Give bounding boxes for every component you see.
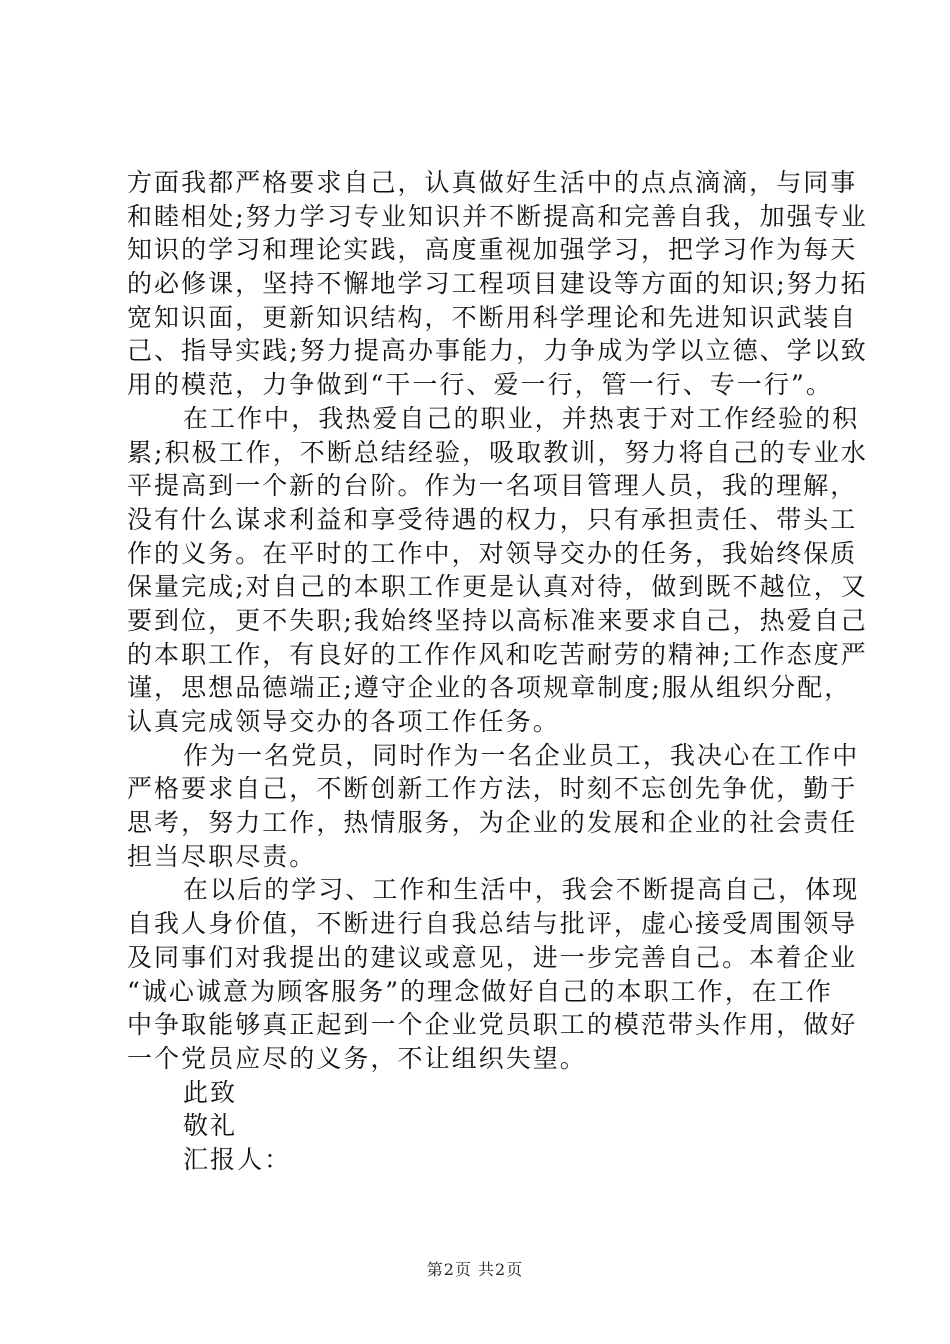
text-line: 用的模范，力争做到“干一行、爱一行，管一行、专一行”。: [127, 370, 833, 400]
text-line: 敬礼: [183, 1111, 238, 1141]
text-line: 的本职工作，有良好的工作作风和吃苦耐劳的精神;工作态度严: [127, 639, 868, 669]
text-line: 谨，思想品德端正;遵守企业的各项规章制度;服从组织分配，: [127, 673, 852, 703]
text-line: 己、指导实践;努力提高办事能力，力争成为学以立德、学以致: [127, 336, 868, 366]
text-line: 中争取能够真正起到一个企业党员职工的模范带头作用，做好: [127, 1010, 858, 1040]
text-line: 宽知识面，更新知识结构，不断用科学理论和先进知识武装自: [127, 302, 858, 332]
text-line: 担当尽职尽责。: [127, 841, 317, 871]
text-line: 自我人身价值，不断进行自我总结与批评，虚心接受周围领导: [127, 909, 858, 939]
text-line: 作为一名党员，同时作为一名企业员工，我决心在工作中: [183, 740, 860, 770]
text-line: 一个党员应尽的义务，不让组织失望。: [127, 1043, 587, 1073]
text-line: 知识的学习和理论实践，高度重视加强学习，把学习作为每天: [127, 235, 858, 265]
text-line: 思考，努力工作，热情服务，为企业的发展和企业的社会责任: [127, 808, 858, 838]
text-line: 严格要求自己，不断创新工作方法，时刻不忘创先争优，勤于: [127, 774, 858, 804]
text-line: “诚心诚意为顾客服务”的理念做好自己的本职工作，在工作: [127, 976, 833, 1006]
document-body: [127, 166, 868, 1177]
page-footer: 第2页 共2页: [426, 1260, 524, 1279]
text-line: 累;积极工作，不断总结经验，吸取教训，努力将自己的专业水: [127, 437, 868, 467]
text-line: 在工作中，我热爱自己的职业，并热衷于对工作经验的积: [183, 403, 860, 433]
text-line: 在以后的学习、工作和生活中，我会不断提高自己，体现: [183, 875, 860, 905]
text-line: 保量完成;对自己的本职工作更是认真对待，做到既不越位，又: [127, 572, 868, 602]
text-line: 作的义务。在平时的工作中，对领导交办的任务，我始终保质: [127, 538, 858, 568]
text-line: 及同事们对我提出的建议或意见，进一步完善自己。本着企业: [127, 942, 858, 972]
text-line: 方面我都严格要求自己，认真做好生活中的点点滴滴，与同事: [127, 168, 858, 197]
text-line: 此致: [183, 1077, 238, 1107]
text-line: 认真完成领导交办的各项工作任务。: [127, 707, 560, 736]
text-line: 的必修课，坚持不懈地学习工程项目建设等方面的知识;努力拓: [127, 269, 868, 299]
text-line: 要到位，更不失职;我始终坚持以高标准来要求自己，热爱自己: [127, 605, 868, 635]
text-line: 没有什么谋求利益和享受待遇的权力，只有承担责任、带头工: [127, 504, 858, 534]
text-line: 平提高到一个新的台阶。作为一名项目管理人员，我的理解，: [127, 471, 858, 501]
text-line: 和睦相处;努力学习专业知识并不断提高和完善自我，加强专业: [127, 201, 868, 231]
text-line: 汇报人：: [183, 1144, 292, 1174]
